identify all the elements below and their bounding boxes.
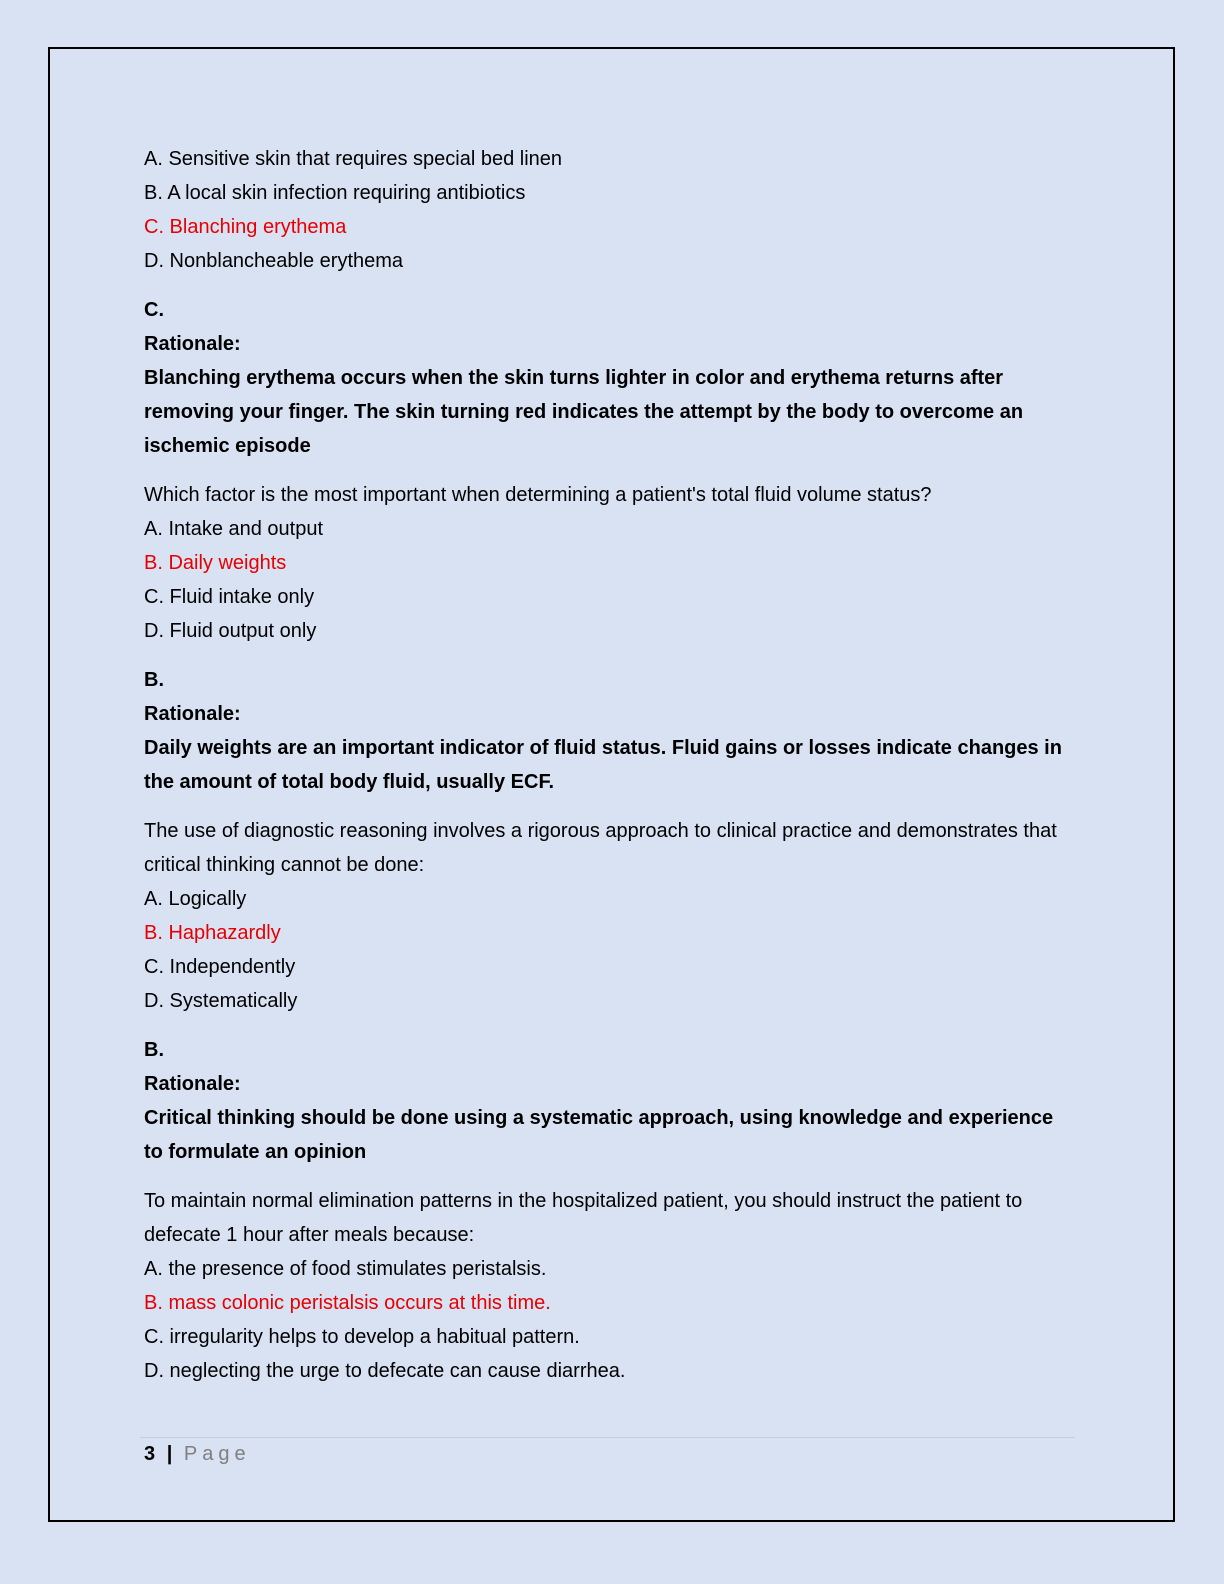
q4-option-c: C. irregularity helps to develop a habitual pattern. <box>144 1326 580 1348</box>
question-1 <box>144 142 1074 463</box>
q2-option-b-correct: B. Daily weights <box>144 552 287 574</box>
q2-option-c: C. Fluid intake only <box>144 586 315 608</box>
q2-rationale: Daily weights are an important indicator of fluid status. Fluid gains or losses indicate changes in the amount of total body fluid, usually ECF. <box>144 737 1062 793</box>
question-4 <box>144 1184 1074 1388</box>
q2-option-a: A. Intake and output <box>144 518 324 540</box>
q4-question: To maintain normal elimination patterns in the hospitalized patient, you should instruct the patient to defecate 1 hour after meals because: <box>144 1190 1023 1246</box>
page-number: 3 <box>144 1443 156 1465</box>
q4-option-b-correct: B. mass colonic peristalsis occurs at this time. <box>144 1292 551 1314</box>
q1-rationale-label: Rationale: <box>144 333 241 355</box>
q1-option-c-correct: C. Blanching erythema <box>144 216 347 238</box>
q1-option-b: B. A local skin infection requiring antibiotics <box>144 182 526 204</box>
q1-answer: C. <box>144 299 164 321</box>
q2-option-d: D. Fluid output only <box>144 620 317 642</box>
page-word: Page <box>183 1443 251 1465</box>
q3-option-b-correct: B. Haphazardly <box>144 922 281 944</box>
footer-separator: | <box>166 1443 173 1465</box>
footer-divider <box>140 1437 1075 1438</box>
q2-question: Which factor is the most important when determining a patient's total fluid volume status? <box>144 484 932 506</box>
q3-rationale: Critical thinking should be done using a systematic approach, using knowledge and experience to formulate an opinion <box>144 1107 1054 1163</box>
q3-option-a: A. Logically <box>144 888 247 910</box>
q3-answer: B. <box>144 1039 164 1061</box>
q4-option-d: D. neglecting the urge to defecate can cause diarrhea. <box>144 1360 626 1382</box>
page-footer <box>144 1440 251 1468</box>
q2-answer: B. <box>144 669 164 691</box>
q1-rationale: Blanching erythema occurs when the skin turns lighter in color and erythema returns after removing your finger. The skin turning red indicates the attempt by the body to overcome an ischemic episode <box>144 367 1024 457</box>
q3-option-c: C. Independently <box>144 956 296 978</box>
q4-option-a: A. the presence of food stimulates peristalsis. <box>144 1258 547 1280</box>
q3-question: The use of diagnostic reasoning involves a rigorous approach to clinical practice and demonstrates that critical thinking cannot be done: <box>144 820 1057 876</box>
q1-option-d: D. Nonblancheable erythema <box>144 250 404 272</box>
q2-rationale-label: Rationale: <box>144 703 241 725</box>
q3-option-d: D. Systematically <box>144 990 298 1012</box>
question-3 <box>144 814 1074 1169</box>
q3-rationale-label: Rationale: <box>144 1073 241 1095</box>
page-content <box>144 142 1074 1388</box>
question-2 <box>144 478 1074 799</box>
q1-option-a: A. Sensitive skin that requires special bed linen <box>144 148 563 170</box>
